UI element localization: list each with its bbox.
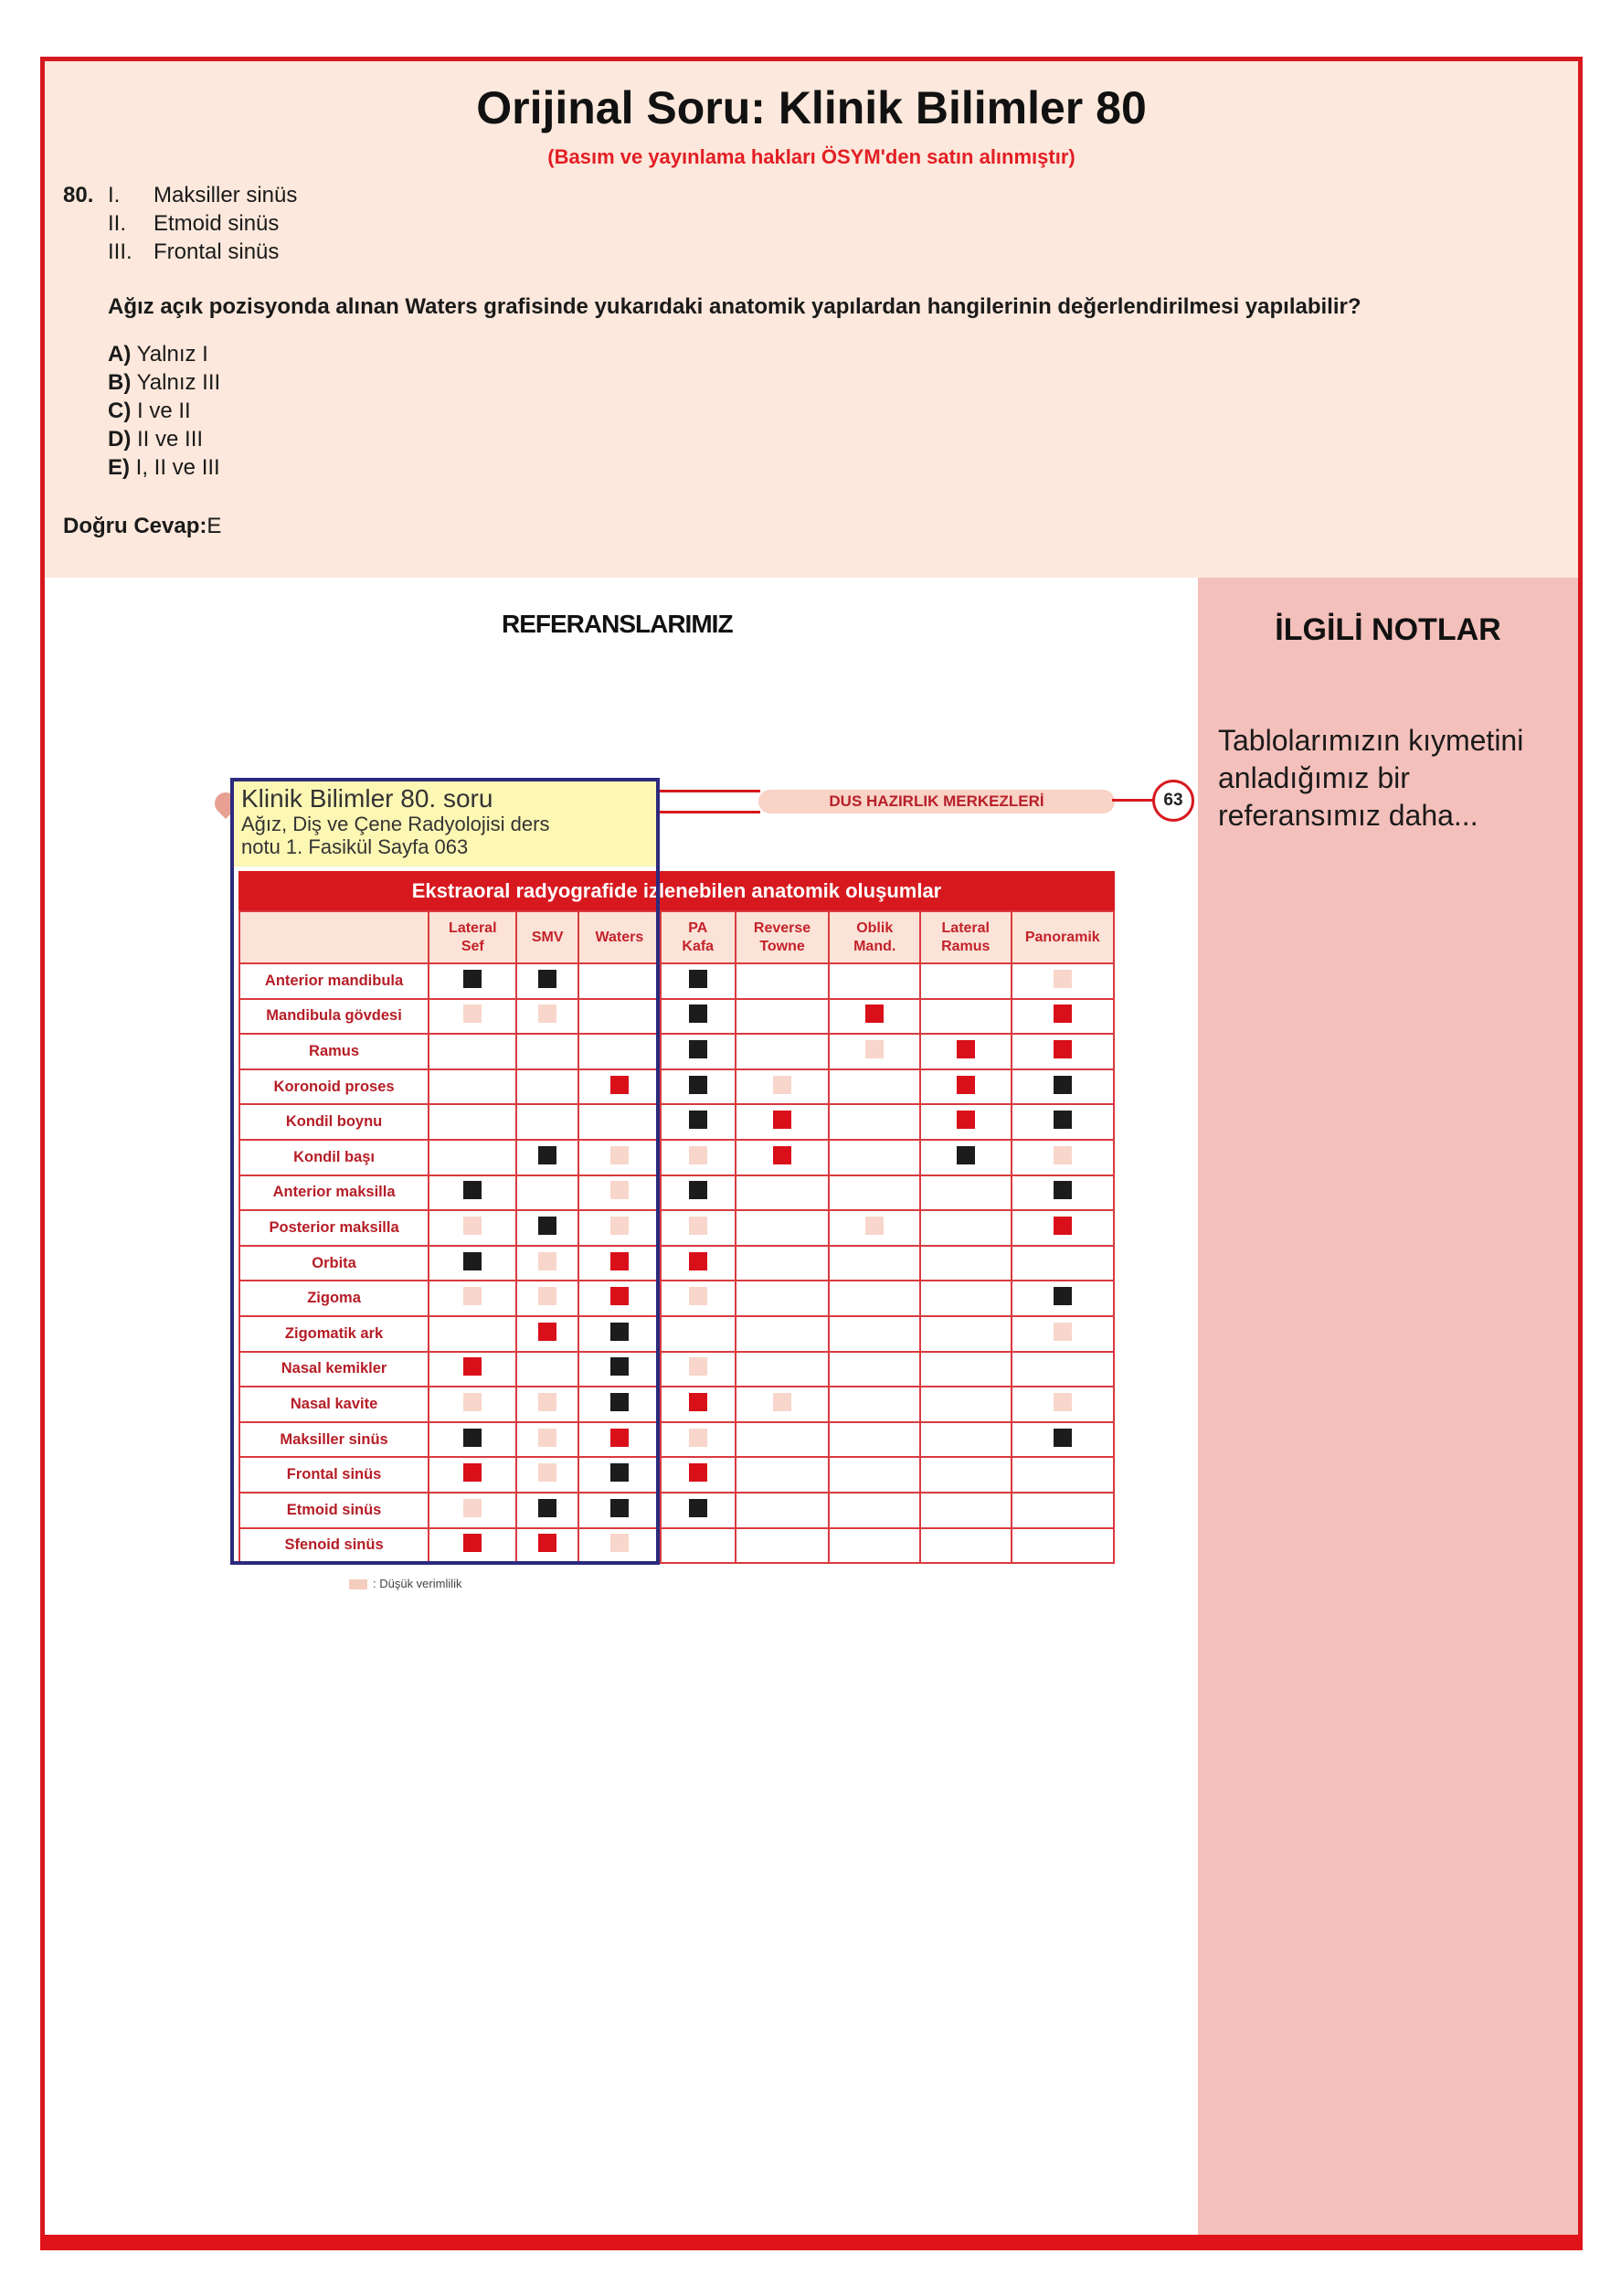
roman-item (108, 181, 473, 209)
row-label: Nasal kemikler (239, 1352, 429, 1387)
roman-numeral: I. (108, 183, 121, 207)
cell-mark (957, 1076, 975, 1094)
cell-mark (1054, 1287, 1072, 1305)
cell-mark (689, 1111, 707, 1129)
table-cell (661, 1493, 736, 1528)
cell-mark (1054, 1040, 1072, 1058)
table-cell (920, 1034, 1012, 1069)
page-title: Orijinal Soru: Klinik Bilimler 80 (476, 82, 1147, 133)
table-cell (829, 1281, 920, 1316)
column-header-line1: Oblik (856, 919, 894, 936)
answer-options (108, 340, 220, 482)
table-cell (829, 1387, 920, 1422)
row-label: Anterior mandibula (239, 963, 429, 999)
table-cell (829, 1493, 920, 1528)
row-label: Ramus (239, 1034, 429, 1069)
option-letter: E) (108, 455, 130, 480)
answer-option (108, 368, 220, 397)
table-cell (736, 1352, 830, 1387)
table-cell (920, 1104, 1012, 1140)
cell-mark (1054, 1323, 1072, 1341)
table-cell (661, 1422, 736, 1458)
cell-mark (1054, 1076, 1072, 1094)
table-cell (829, 1210, 920, 1246)
legend-swatch (349, 1579, 367, 1589)
cell-mark (773, 1146, 791, 1164)
row-label: Nasal kavite (239, 1387, 429, 1422)
table-cell (661, 1069, 736, 1105)
highlight-box (230, 778, 660, 1565)
legend-text: : Düşük verimlilik (373, 1577, 462, 1590)
table-cell (920, 1493, 1012, 1528)
correct-answer (63, 514, 221, 539)
table-cell (829, 1352, 920, 1387)
table-cell (829, 1069, 920, 1105)
table-cell (736, 1175, 830, 1211)
cell-mark (1054, 1004, 1072, 1023)
column-header-line1: SMV (531, 929, 564, 945)
roman-item-text: Maksiller sinüs (154, 183, 298, 207)
column-header-line2: Kafa (682, 938, 715, 954)
cell-mark (1054, 1217, 1072, 1235)
cell-mark (689, 970, 707, 988)
notes-panel (1198, 578, 1578, 2237)
table-cell (829, 1034, 920, 1069)
row-label: Zigoma (239, 1281, 429, 1316)
cell-mark (689, 1499, 707, 1517)
header-lines (655, 790, 760, 813)
row-label: Sfenoid sinüs (239, 1528, 429, 1564)
table-cell (829, 1422, 920, 1458)
row-label: Koronoid proses (239, 1069, 429, 1105)
table-column-header (736, 911, 830, 963)
table-cell (920, 1387, 1012, 1422)
cell-mark (773, 1393, 791, 1411)
table-cell (661, 1281, 736, 1316)
column-header-line2: Ramus (941, 938, 991, 954)
row-label: Anterior maksilla (239, 1175, 429, 1211)
column-header-line1: Waters (595, 929, 644, 945)
table-cell (661, 1316, 736, 1352)
roman-item-text: Frontal sinüs (154, 239, 280, 264)
table-cell (736, 1281, 830, 1316)
cell-mark (689, 1040, 707, 1058)
answer-option (108, 453, 220, 482)
cell-mark (689, 1181, 707, 1199)
table-cell (736, 1316, 830, 1352)
table-cell (661, 1140, 736, 1175)
source-page-number: 63 (1152, 780, 1194, 822)
table-cell (661, 1352, 736, 1387)
table-cell (661, 1528, 736, 1564)
row-label: Orbita (239, 1246, 429, 1281)
table-cell (736, 999, 830, 1035)
table-cell (829, 1457, 920, 1493)
header-lines-right (1112, 799, 1153, 807)
table-cell (1012, 1316, 1114, 1352)
table-cell (920, 999, 1012, 1035)
cell-mark (865, 1004, 884, 1023)
cell-mark (957, 1146, 975, 1164)
notes-title: İLGİLİ NOTLAR (1275, 612, 1501, 647)
row-label: Posterior maksilla (239, 1210, 429, 1246)
table-cell (1012, 1069, 1114, 1105)
answer-option (108, 340, 220, 368)
table-cell (920, 1422, 1012, 1458)
table-cell (829, 963, 920, 999)
table-cell (920, 963, 1012, 999)
table-cell (1012, 1457, 1114, 1493)
column-header-line1: Lateral (449, 919, 497, 936)
table-column-header (920, 911, 1012, 963)
callout-line-2: notu 1. Fasikül Sayfa 063 (241, 835, 469, 858)
table-cell (829, 1140, 920, 1175)
option-text: Yalnız I (136, 342, 208, 367)
column-header-line1: PA (688, 919, 708, 936)
option-text: I ve II (137, 399, 191, 423)
roman-numeral: II. (108, 211, 127, 236)
table-cell (829, 1175, 920, 1211)
option-text: I, II ve III (135, 455, 220, 480)
cell-mark (689, 1357, 707, 1376)
column-header-line2: Mand. (853, 938, 896, 954)
bottom-bar (40, 2235, 1583, 2250)
table-cell (920, 1528, 1012, 1564)
table-cell (1012, 1210, 1114, 1246)
cell-mark (1054, 1429, 1072, 1447)
cell-mark (689, 1004, 707, 1023)
callout-title: Klinik Bilimler 80. soru (241, 784, 493, 813)
table-cell (920, 1457, 1012, 1493)
table-cell (736, 1140, 830, 1175)
option-letter: C) (108, 399, 132, 423)
table-cell (1012, 963, 1114, 999)
answer-option (108, 397, 220, 425)
answer-option (108, 425, 220, 453)
table-cell (736, 1387, 830, 1422)
row-label: Etmoid sinüs (239, 1493, 429, 1528)
table-cell (1012, 1281, 1114, 1316)
table-cell (920, 1316, 1012, 1352)
table-cell (736, 1104, 830, 1140)
callout-line-1: Ağız, Diş ve Çene Radyolojisi ders (241, 813, 550, 835)
cell-mark (1054, 970, 1072, 988)
table-cell (736, 963, 830, 999)
cell-mark (957, 1111, 975, 1129)
table-cell (920, 1352, 1012, 1387)
question-panel (45, 61, 1578, 578)
cell-mark (689, 1146, 707, 1164)
table-legend (349, 1577, 462, 1590)
table-cell (1012, 1175, 1114, 1211)
copyright-note: (Basım ve yayınlama hakları ÖSYM'den satın alınmıştır) (547, 145, 1075, 168)
roman-numeral: III. (108, 239, 132, 264)
cell-mark (1054, 1146, 1072, 1164)
reference-scan (180, 738, 1185, 1597)
cell-mark (689, 1393, 707, 1411)
table-cell (1012, 1493, 1114, 1528)
table-cell (661, 999, 736, 1035)
table-cell (736, 1034, 830, 1069)
table-cell (661, 963, 736, 999)
table-cell (920, 1210, 1012, 1246)
table-title: Ekstraoral radyografide izlenebilen anatomik oluşumlar (238, 871, 1115, 910)
table-cell (661, 1104, 736, 1140)
column-header-line1: Reverse (753, 919, 811, 936)
table-cell (661, 1387, 736, 1422)
cell-mark (773, 1111, 791, 1129)
cell-mark (865, 1040, 884, 1058)
cell-mark (689, 1287, 707, 1305)
table-cell (1012, 1422, 1114, 1458)
table-cell (661, 1034, 736, 1069)
table-cell (829, 1528, 920, 1564)
notes-text: Tablolarımızın kıymetini anladığımız bir referansımız daha... (1218, 724, 1524, 832)
table-cell (1012, 1034, 1114, 1069)
cell-mark (1054, 1111, 1072, 1129)
column-header-line2: Towne (759, 938, 805, 954)
table-cell (736, 1457, 830, 1493)
table-column-header (661, 911, 736, 963)
table-cell (736, 1528, 830, 1564)
table-cell (829, 1104, 920, 1140)
cell-mark (689, 1076, 707, 1094)
table-cell (1012, 1140, 1114, 1175)
roman-item (108, 209, 473, 238)
cell-mark (1054, 1393, 1072, 1411)
table-cell (661, 1175, 736, 1211)
table-cell (920, 1281, 1012, 1316)
table-column-header (1012, 911, 1114, 963)
table-cell (736, 1210, 830, 1246)
row-label: Kondil başı (239, 1140, 429, 1175)
cell-mark (773, 1076, 791, 1094)
column-header-line2: Sef (461, 938, 484, 954)
cell-mark (689, 1217, 707, 1235)
cell-mark (865, 1217, 884, 1235)
page-frame (40, 57, 1583, 2250)
table-cell (1012, 1352, 1114, 1387)
correct-answer-label: Doğru Cevap: (63, 514, 207, 538)
table-cell (736, 1246, 830, 1281)
reference-callout (234, 781, 656, 866)
question-number: 80. (63, 183, 94, 207)
option-text: Yalnız III (136, 370, 221, 395)
roman-item-text: Etmoid sinüs (154, 211, 280, 236)
correct-answer-value: E (207, 514, 222, 538)
table-cell (829, 1316, 920, 1352)
table-cell (1012, 1528, 1114, 1564)
table-cell (1012, 1246, 1114, 1281)
table-cell (829, 999, 920, 1035)
table-cell (1012, 999, 1114, 1035)
roman-item (108, 238, 473, 266)
source-header-bar: DUS HAZIRLIK MERKEZLERİ (758, 790, 1115, 813)
table-cell (736, 1069, 830, 1105)
table-cell (661, 1246, 736, 1281)
row-label: Maksiller sinüs (239, 1422, 429, 1458)
cell-mark (957, 1040, 975, 1058)
table-cell (920, 1246, 1012, 1281)
table-column-header (829, 911, 920, 963)
table-cell (1012, 1387, 1114, 1422)
cell-mark (689, 1463, 707, 1482)
option-letter: A) (108, 342, 132, 367)
cell-mark (1054, 1181, 1072, 1199)
table-cell (736, 1493, 830, 1528)
row-label: Mandibula gövdesi (239, 999, 429, 1035)
table-cell (829, 1246, 920, 1281)
row-label: Zigomatik ark (239, 1316, 429, 1352)
cell-mark (689, 1252, 707, 1270)
cell-mark (689, 1429, 707, 1447)
table-cell (736, 1422, 830, 1458)
table-cell (661, 1457, 736, 1493)
table-cell (920, 1175, 1012, 1211)
column-header-line1: Panoramik (1024, 929, 1100, 945)
option-text: II ve III (137, 427, 204, 452)
option-letter: D) (108, 427, 132, 452)
row-label: Frontal sinüs (239, 1457, 429, 1493)
question-stem: Ağız açık pozisyonda alınan Waters grafisinde yukarıdaki anatomik yapılardan hangilerinin değerlendirilmesi yapılabilir? (108, 294, 1361, 319)
references-title: REFERANSLARIMIZ (502, 610, 733, 638)
row-label: Kondil boynu (239, 1104, 429, 1140)
roman-items-list (108, 181, 473, 266)
table-cell (920, 1140, 1012, 1175)
column-header-line1: Lateral (941, 919, 990, 936)
table-cell (1012, 1104, 1114, 1140)
table-cell (661, 1210, 736, 1246)
table-cell (920, 1069, 1012, 1105)
option-letter: B) (108, 370, 132, 395)
